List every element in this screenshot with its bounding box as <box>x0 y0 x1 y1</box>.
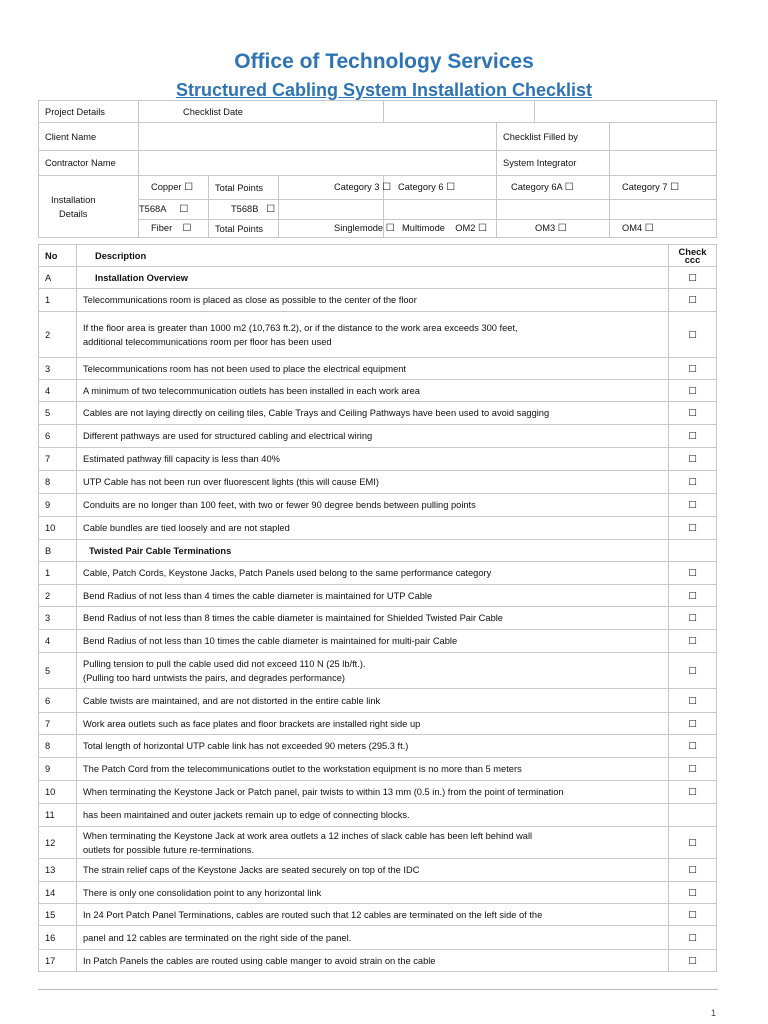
item-number: 5 <box>39 402 77 425</box>
item-checkbox[interactable]: ☐ <box>669 653 717 689</box>
item-text: If the floor area is greater than 1000 m2 (10,763 ft.2), or if the distance to the work area exceeds 300 feet, <box>83 322 518 333</box>
fiber-label: Fiber <box>151 223 173 233</box>
checklist-row <box>39 312 717 358</box>
description-header: Description <box>77 245 669 267</box>
fiber-checkbox[interactable]: ☐ <box>182 223 192 234</box>
item-text: Different pathways are used for structured cabling and electrical wiring <box>83 431 373 441</box>
item-text: panel and 12 cables are terminated on the right side of the panel. <box>83 932 352 943</box>
checklist-row <box>39 859 717 882</box>
system-integrator-label: System Integrator <box>497 151 610 176</box>
item-text: Conduits are no longer than 100 feet, with two or fewer 90 degree bends between pulling points <box>83 500 476 510</box>
check-header-label: Check <box>678 246 707 257</box>
item-description <box>77 607 669 630</box>
checklist-row <box>39 517 717 540</box>
item-description <box>77 585 669 607</box>
item-description <box>77 471 669 494</box>
checklist-row <box>39 781 717 804</box>
item-checkbox[interactable]: ☐ <box>669 562 717 585</box>
checklist-filled-by-field[interactable] <box>610 123 717 151</box>
checklist-row <box>39 882 717 904</box>
item-description <box>77 358 669 380</box>
item-number: 7 <box>39 448 77 471</box>
fiber-option[interactable] <box>139 220 209 238</box>
fiber-total-points-label: Total Points <box>209 220 279 238</box>
item-text: Cable twists are maintained, and are not distorted in the entire cable link <box>83 695 381 706</box>
checklist-page <box>38 100 716 972</box>
item-text: Cable bundles are tied loosely and are not stapled <box>83 523 290 533</box>
item-number: 13 <box>39 859 77 882</box>
item-text: Cables are not laying directly on ceiling tiles, Cable Trays and Ceiling Pathways have been used to avoid sagging <box>83 408 550 418</box>
checklist-row <box>39 448 717 471</box>
item-description <box>77 859 669 882</box>
item-checkbox[interactable]: ☐ <box>669 402 717 425</box>
project-details-table <box>38 100 717 238</box>
checklist-row <box>39 804 717 827</box>
item-checkbox[interactable]: ☐ <box>669 781 717 804</box>
item-number: 2 <box>39 585 77 607</box>
item-checkbox[interactable]: ☐ <box>669 380 717 402</box>
item-description <box>77 425 669 448</box>
item-description <box>77 926 669 950</box>
item-number: 1 <box>39 289 77 312</box>
item-number: 4 <box>39 630 77 653</box>
item-text: There is only one consolidation point to any horizontal link <box>83 887 322 898</box>
item-description <box>77 289 669 312</box>
item-text: Pulling tension to pull the cable used did not exceed 110 N (25 lb/ft.). <box>83 658 366 669</box>
category6-checkbox[interactable]: ☐ <box>446 182 456 193</box>
item-number: 10 <box>39 517 77 540</box>
t568a-checkbox[interactable]: ☐ <box>179 204 189 215</box>
installation-details-label <box>39 176 139 238</box>
om4-label: OM4 <box>622 223 643 233</box>
section-a-checkbox[interactable]: ☐ <box>669 267 717 289</box>
section-a-letter: A <box>39 267 77 289</box>
item-number: 9 <box>39 494 77 517</box>
item-description <box>77 758 669 781</box>
checklist-row <box>39 358 717 380</box>
om3-option[interactable] <box>497 220 610 238</box>
item-text-continued: additional telecommunications room per floor has been used <box>83 336 332 347</box>
section-a-row <box>39 267 717 289</box>
item-number: 6 <box>39 425 77 448</box>
item-checkbox[interactable]: ☐ <box>669 358 717 380</box>
item-checkbox[interactable]: ☐ <box>669 289 717 312</box>
no-header: No <box>39 245 77 267</box>
checklist-row <box>39 402 717 425</box>
item-text: When terminating the Keystone Jack or Patch panel, pair twists to within 13 mm (0.5 in.) from the point of termination <box>83 787 564 797</box>
om4-option[interactable] <box>610 220 717 238</box>
item-number: 5 <box>39 653 77 689</box>
singlemode-label: Singlemode <box>334 223 384 233</box>
t568b-label: T568B <box>231 204 259 214</box>
om2-checkbox[interactable]: ☐ <box>478 223 487 234</box>
item-number: 17 <box>39 950 77 972</box>
item-text: In 24 Port Patch Panel Terminations, cables are routed such that 12 cables are terminated on the left side of the <box>83 909 543 920</box>
copper-total-points-label: Total Points <box>209 176 279 200</box>
check-header <box>669 245 717 267</box>
item-number: 16 <box>39 926 77 950</box>
item-text: Telecommunications room is placed as close as possible to the center of the floor <box>83 295 417 305</box>
item-number: 15 <box>39 904 77 926</box>
item-description <box>77 402 669 425</box>
client-name-field[interactable] <box>139 123 497 151</box>
item-number: 2 <box>39 312 77 358</box>
category7-label: Category 7 <box>622 182 668 192</box>
header-row <box>39 245 717 267</box>
om2-label: OM2 <box>455 223 476 233</box>
item-text: UTP Cable has not been run over fluorescent lights (this will cause EMI) <box>83 477 379 487</box>
item-number: 12 <box>39 827 77 859</box>
section-a-title: Installation Overview <box>77 267 669 289</box>
item-description <box>77 804 669 827</box>
item-checkbox[interactable]: ☐ <box>669 425 717 448</box>
item-description <box>77 494 669 517</box>
copper-checkbox[interactable]: ☐ <box>184 182 194 193</box>
item-description <box>77 312 669 358</box>
checklist-row <box>39 630 717 653</box>
checklist-row <box>39 904 717 926</box>
multimode-option[interactable] <box>384 220 497 238</box>
checklist-row <box>39 380 717 402</box>
category7-checkbox[interactable]: ☐ <box>670 182 680 193</box>
item-description <box>77 562 669 585</box>
t568-blank-1 <box>279 200 384 220</box>
item-description <box>77 689 669 713</box>
singlemode-checkbox[interactable]: ☐ <box>385 223 395 234</box>
item-number: 9 <box>39 758 77 781</box>
item-text: Estimated pathway fill capacity is less than 40% <box>83 454 280 464</box>
category3-option[interactable] <box>279 176 392 200</box>
checklist-row <box>39 289 717 312</box>
item-checkbox[interactable]: ☐ <box>669 585 717 607</box>
item-description <box>77 950 669 972</box>
installation-label: Installation <box>51 194 96 205</box>
om3-label: OM3 <box>535 223 556 233</box>
item-text: When terminating the Keystone Jack at work area outlets a 12 inches of slack cable has been left behind wall <box>83 830 533 841</box>
item-checkbox[interactable]: ☐ <box>669 859 717 882</box>
item-text: has been maintained and outer jackets remain up to edge of connecting blocks. <box>83 810 410 820</box>
item-text: A minimum of two telecommunication outlets has been installed in each work area <box>83 385 420 396</box>
item-checkbox[interactable]: ☐ <box>669 607 717 630</box>
item-number: 14 <box>39 882 77 904</box>
copper-label: Copper <box>151 182 182 192</box>
item-checkbox[interactable]: ☐ <box>669 758 717 781</box>
item-checkbox[interactable]: ☐ <box>669 904 717 926</box>
copper-option[interactable] <box>139 176 209 200</box>
item-checkbox[interactable]: ☐ <box>669 713 717 735</box>
item-text: Total length of horizontal UTP cable link has not exceeded 90 meters (295.3 ft.) <box>83 741 409 751</box>
t568b-option[interactable] <box>209 200 279 220</box>
item-checkbox[interactable]: ☐ <box>669 471 717 494</box>
section-b-title: Twisted Pair Cable Terminations <box>77 540 669 562</box>
checklist-title: Structured Cabling System Installation Checklist <box>175 80 593 100</box>
t568-blank-2 <box>384 200 497 220</box>
t568-blank-3 <box>497 200 610 220</box>
item-checkbox[interactable]: ☐ <box>669 735 717 758</box>
category6-option[interactable] <box>384 176 497 200</box>
item-number: 6 <box>39 689 77 713</box>
category3-checkbox[interactable]: ☐ <box>382 182 392 193</box>
checklist-date-field[interactable] <box>384 101 535 123</box>
project-extra-field[interactable] <box>535 101 717 123</box>
contractor-name-label: Contractor Name <box>39 151 139 176</box>
item-description <box>77 827 669 859</box>
section-b-check-cell <box>669 540 717 562</box>
category6a-option[interactable] <box>497 176 610 200</box>
category7-option[interactable] <box>610 176 717 200</box>
checklist-row <box>39 758 717 781</box>
checklist-table <box>38 244 717 972</box>
category6a-label: Category 6A <box>511 182 563 192</box>
t568-blank-4 <box>610 200 717 220</box>
om3-checkbox[interactable]: ☐ <box>557 223 567 234</box>
item-description <box>77 517 669 540</box>
item-description <box>77 448 669 471</box>
item-text-continued: outlets for possible future re-terminations. <box>83 844 255 855</box>
category3-label: Category 3 <box>334 182 380 192</box>
item-checkbox <box>669 804 717 827</box>
checklist-row <box>39 950 717 972</box>
item-text: The Patch Cord from the telecommunications outlet to the workstation equipment is no more than 5 meters <box>83 764 522 774</box>
item-number: 3 <box>39 358 77 380</box>
client-name-label: Client Name <box>39 123 139 151</box>
t568a-label: T568A <box>139 204 167 214</box>
item-description <box>77 781 669 804</box>
category6-label: Category 6 <box>398 182 444 192</box>
checklist-filled-by-label: Checklist Filled by <box>497 123 610 151</box>
footer-rule <box>38 989 718 990</box>
checklist-row <box>39 585 717 607</box>
item-description <box>77 904 669 926</box>
om4-checkbox[interactable]: ☐ <box>644 223 654 234</box>
checklist-row <box>39 562 717 585</box>
checklist-row <box>39 827 717 859</box>
item-description <box>77 735 669 758</box>
multimode-label: Multimode <box>402 223 445 233</box>
item-number: 7 <box>39 713 77 735</box>
item-description <box>77 713 669 735</box>
checklist-row <box>39 653 717 689</box>
checklist-row <box>39 607 717 630</box>
item-number: 1 <box>39 562 77 585</box>
item-checkbox[interactable]: ☐ <box>669 926 717 950</box>
item-text: In Patch Panels the cables are routed using cable manger to avoid strain on the cable <box>83 955 436 966</box>
checklist-row <box>39 471 717 494</box>
details-label: Details <box>59 208 88 219</box>
checklist-row <box>39 735 717 758</box>
item-checkbox[interactable]: ☐ <box>669 312 717 358</box>
section-b-row <box>39 540 717 562</box>
checklist-row <box>39 926 717 950</box>
item-checkbox[interactable]: ☐ <box>669 517 717 540</box>
page-number: 1 <box>711 1008 717 1018</box>
item-checkbox[interactable]: ☐ <box>669 827 717 859</box>
item-number: 3 <box>39 607 77 630</box>
item-text: Bend Radius of not less than 8 times the cable diameter is maintained for Shielded Twisted Pair Cable <box>83 613 503 623</box>
singlemode-option[interactable] <box>279 220 395 238</box>
item-description <box>77 630 669 653</box>
item-description <box>77 380 669 402</box>
category6a-checkbox[interactable]: ☐ <box>564 182 574 193</box>
item-checkbox[interactable]: ☐ <box>669 689 717 713</box>
item-checkbox[interactable]: ☐ <box>669 630 717 653</box>
item-text: Telecommunications room has not been used to place the electrical equipment <box>83 363 406 374</box>
item-text: Work area outlets such as face plates and floor brackets are installed right side up <box>83 718 421 729</box>
item-text: The strain relief caps of the Keystone Jacks are seated securely on top of the IDC <box>83 865 420 875</box>
item-description <box>77 882 669 904</box>
item-number: 10 <box>39 781 77 804</box>
office-title: Office of Technology Services <box>234 50 534 73</box>
item-checkbox[interactable]: ☐ <box>669 448 717 471</box>
t568a-option[interactable] <box>139 200 209 220</box>
contractor-name-field[interactable] <box>139 151 497 176</box>
item-text: Bend Radius of not less than 10 times the cable diameter is maintained for multi-pair Cable <box>83 636 458 646</box>
item-number: 11 <box>39 804 77 827</box>
item-description <box>77 653 669 689</box>
item-number: 8 <box>39 735 77 758</box>
checklist-row <box>39 494 717 517</box>
item-number: 4 <box>39 380 77 402</box>
item-number: 8 <box>39 471 77 494</box>
checklist-row <box>39 713 717 735</box>
item-text: Cable, Patch Cords, Keystone Jacks, Patch Panels used belong to the same performance category <box>83 568 492 578</box>
item-checkbox[interactable]: ☐ <box>669 882 717 904</box>
project-details-label: Project Details <box>39 101 139 123</box>
item-checkbox[interactable]: ☐ <box>669 950 717 972</box>
checklist-row <box>39 689 717 713</box>
t568b-checkbox[interactable]: ☐ <box>266 204 276 215</box>
item-text-continued: (Pulling too hard untwists the pairs, and degrades performance) <box>83 672 346 683</box>
item-checkbox[interactable]: ☐ <box>669 494 717 517</box>
check-header-sub: ccc <box>684 254 701 265</box>
checklist-date-label: Checklist Date <box>139 101 384 123</box>
system-integrator-field[interactable] <box>610 151 717 176</box>
checklist-row <box>39 425 717 448</box>
item-text: Bend Radius of not less than 4 times the cable diameter is maintained for UTP Cable <box>83 590 433 601</box>
section-b-letter: B <box>39 540 77 562</box>
